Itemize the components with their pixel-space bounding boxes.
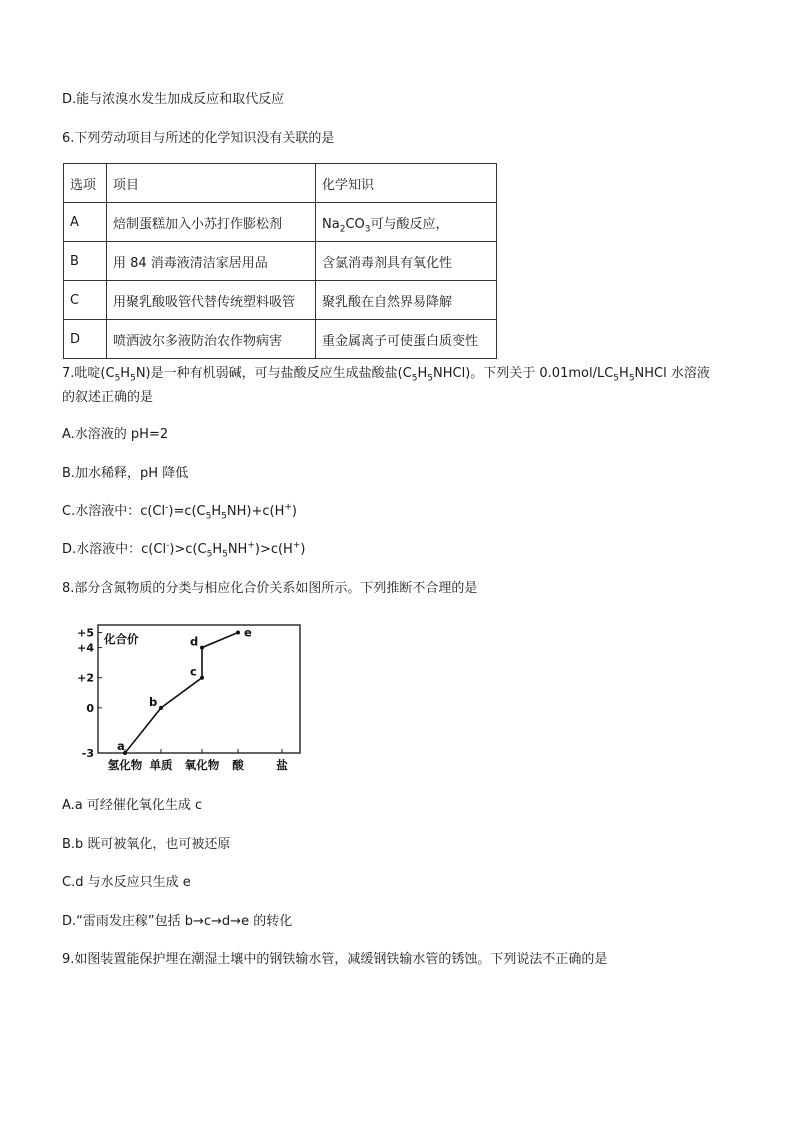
row-item: 用 84 消毒液清洁家居用品	[107, 242, 316, 281]
header-knowledge: 化学知识	[316, 164, 497, 203]
row-item: 焙制蛋糕加入小苏打作膨松剂	[107, 203, 316, 242]
row-item: 用聚乳酸吸管代替传统塑料吸管	[107, 281, 316, 320]
y-tick-label: +4	[77, 641, 94, 655]
q7-stem: 7.吡啶$(C_5H_5N)$是一种有机弱碱，可与盐酸反应生成盐酸盐$(C_5H_5NHCl)$。下列关于 $0.01mol/LC_5H_5NHCl$ 水溶液 的叙述正确的是	[62, 366, 710, 405]
data-label: e	[244, 625, 252, 640]
row-item: 喷洒波尔多液防治农作物病害	[107, 320, 316, 359]
q6-table	[63, 163, 497, 359]
data-point	[200, 676, 204, 680]
y-axis-label: 化合价	[104, 632, 139, 646]
row-knowledge: 聚乳酸在自然界易降解	[316, 281, 497, 320]
y-tick-label: -3	[81, 747, 94, 760]
q8-option-d: D.“雷雨发庄稼”包括 b→c→d→e 的转化	[62, 914, 293, 929]
data-label: c	[190, 664, 197, 679]
table-header-row	[64, 164, 497, 203]
q7-option-a: A.水溶液的 pH=2	[62, 427, 169, 442]
q5-option-d: D.能与浓溴水发生加成反应和取代反应	[62, 92, 285, 107]
table-row	[64, 242, 497, 281]
q7-option-d: D.水溶液中：$c(Cl^-)>c(C_5H_5NH^+)>c(H^+)$	[62, 540, 306, 560]
q9-stem: 9.如图装置能保护埋在潮湿土壤中的钢铁输水管，减缓钢铁输水管的锈蚀。下列说法不正确的是	[62, 952, 608, 967]
y-tick-label: +5	[77, 626, 94, 640]
header-option: 选项	[64, 164, 107, 203]
y-tick-label: 0	[86, 701, 94, 715]
data-label: b	[149, 694, 158, 709]
row-option: A	[64, 203, 107, 242]
q6-stem: 6.下列劳动项目与所述的化学知识没有关联的是	[62, 131, 335, 146]
row-knowledge: $Na_2CO_3$可与酸反应，	[316, 203, 497, 242]
table-row	[64, 281, 497, 320]
row-knowledge: 含氯消毒剂具有氧化性	[316, 242, 497, 281]
x-tick-label: 酸	[232, 758, 244, 772]
data-label: a	[117, 739, 125, 753]
y-tick-label: +2	[77, 671, 94, 685]
q8-option-b: B.b 既可被氧化，也可被还原	[62, 837, 231, 852]
table-row	[64, 203, 497, 242]
q7-option-b: B.加水稀释，pH 降低	[62, 466, 189, 481]
table-row	[64, 320, 497, 359]
series-line	[125, 633, 238, 753]
nitrogen-valence-chart	[62, 615, 312, 780]
x-tick-label: 单质	[149, 758, 173, 772]
data-point	[159, 706, 163, 710]
x-tick-label: 盐	[276, 758, 288, 772]
data-point	[200, 646, 204, 650]
header-item: 项目	[107, 164, 316, 203]
row-knowledge: 重金属离子可使蛋白质变性	[316, 320, 497, 359]
q7-option-c: C.水溶液中：$c(Cl^-)=c(C_5H_5NH)+c(H^+)$	[62, 502, 297, 522]
x-tick-label: 氢化物	[107, 758, 143, 772]
row-option: C	[64, 281, 107, 320]
row-option: B	[64, 242, 107, 281]
q8-option-c: C.d 与水反应只生成 e	[62, 875, 191, 890]
data-label: d	[190, 634, 199, 649]
data-point	[236, 631, 240, 635]
q8-stem: 8.部分含氮物质的分类与相应化合价关系如图所示。下列推断不合理的是	[62, 581, 478, 596]
x-tick-label: 氧化物	[184, 758, 220, 772]
q8-option-a: A.a 可经催化氧化生成 c	[62, 798, 203, 813]
row-option: D	[64, 320, 107, 359]
